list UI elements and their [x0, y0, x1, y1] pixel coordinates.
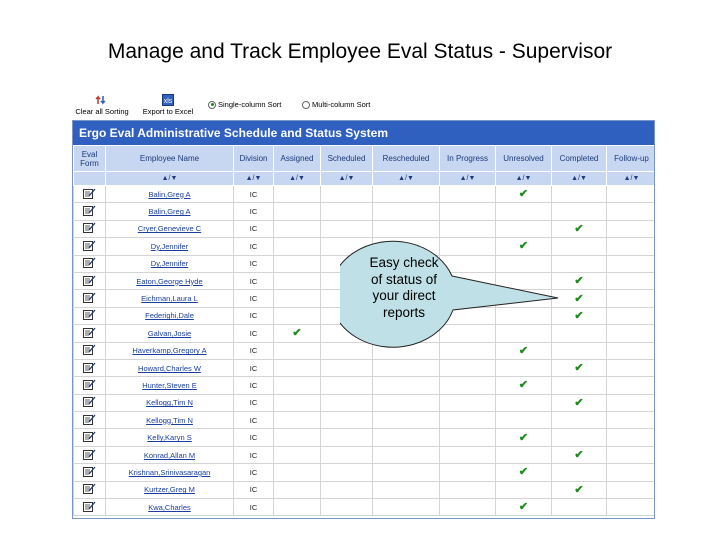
unresolved-cell	[496, 220, 552, 237]
eval-form-cell[interactable]	[74, 481, 106, 498]
edit-form-icon[interactable]	[83, 257, 96, 270]
division-cell: IC	[234, 186, 274, 203]
grid-toolbar	[72, 94, 492, 120]
table-row	[74, 394, 656, 411]
in-progress-cell	[440, 481, 496, 498]
division-cell: IC	[234, 255, 274, 272]
employee-name-link[interactable]: Eaton,George Hyde	[106, 272, 234, 289]
employee-name-link[interactable]: Cryer,Genevieve C	[106, 220, 234, 237]
table-row	[74, 464, 656, 481]
eval-form-cell[interactable]	[74, 186, 106, 203]
in-progress-cell	[440, 377, 496, 394]
scheduled-cell	[321, 186, 373, 203]
completed-cell	[552, 220, 607, 237]
unresolved-cell	[496, 499, 552, 516]
col-follow-up[interactable]: Follow-up	[607, 146, 656, 172]
grid-title: Ergo Eval Administrative Schedule and Status System	[73, 121, 654, 145]
follow-up-cell	[607, 446, 656, 463]
unresolved-cell	[496, 446, 552, 463]
table-row	[74, 481, 656, 498]
follow-up-cell	[607, 186, 656, 203]
unresolved-cell	[496, 394, 552, 411]
employee-name-link[interactable]: Kellogg,Tim N	[106, 412, 234, 429]
employee-name-link[interactable]: Kelly,Karyn S	[106, 429, 234, 446]
eval-form-cell[interactable]	[74, 255, 106, 272]
edit-form-icon[interactable]	[83, 222, 96, 235]
in-progress-cell	[440, 464, 496, 481]
scheduled-cell	[321, 220, 373, 237]
sort-assigned[interactable]: ▲/▼	[274, 172, 321, 186]
follow-up-cell	[607, 429, 656, 446]
in-progress-cell	[440, 412, 496, 429]
follow-up-cell	[607, 377, 656, 394]
rescheduled-cell	[373, 359, 440, 376]
employee-name-link[interactable]: Kurtzer,Greg M	[106, 481, 234, 498]
table-row	[74, 412, 656, 429]
completed-cell	[552, 481, 607, 498]
eval-form-cell[interactable]	[74, 203, 106, 220]
division-cell: IC	[234, 203, 274, 220]
col-division[interactable]: Division	[234, 146, 274, 172]
callout-line: of status of	[370, 271, 438, 287]
checkmark-icon: ✔	[518, 466, 529, 479]
employee-name-link[interactable]: Haverkamp,Gregory A	[106, 342, 234, 359]
edit-form-icon[interactable]	[83, 501, 96, 514]
sort-follow-up[interactable]: ▲/▼	[607, 172, 656, 186]
eval-form-cell[interactable]	[74, 499, 106, 516]
rescheduled-cell	[373, 464, 440, 481]
sort-scheduled[interactable]: ▲/▼	[321, 172, 373, 186]
col-completed[interactable]: Completed	[552, 146, 607, 172]
edit-form-icon[interactable]	[83, 275, 96, 288]
completed-cell	[552, 464, 607, 481]
sort-unresolved[interactable]: ▲/▼	[496, 172, 552, 186]
follow-up-cell	[607, 394, 656, 411]
col-employee-name[interactable]: Employee Name	[106, 146, 234, 172]
scheduled-cell	[321, 499, 373, 516]
scheduled-cell	[321, 359, 373, 376]
sort-completed[interactable]: ▲/▼	[552, 172, 607, 186]
eval-form-cell[interactable]	[74, 394, 106, 411]
edit-form-icon[interactable]	[83, 309, 96, 322]
edit-form-icon[interactable]	[83, 362, 96, 375]
checkmark-icon: ✔	[574, 449, 584, 462]
unresolved-cell	[496, 464, 552, 481]
assigned-cell	[274, 342, 321, 359]
eval-form-cell[interactable]	[74, 464, 106, 481]
scheduled-cell	[321, 446, 373, 463]
sort-in-progress[interactable]: ▲/▼	[440, 172, 496, 186]
follow-up-cell	[607, 290, 656, 307]
division-cell: IC	[234, 325, 274, 342]
assigned-cell	[274, 325, 321, 342]
callout-line: your direct	[372, 288, 436, 303]
assigned-cell	[274, 377, 321, 394]
assigned-cell	[274, 464, 321, 481]
eval-form-cell[interactable]	[74, 238, 106, 255]
assigned-cell	[274, 290, 321, 307]
employee-name-link[interactable]: Hunter,Steven E	[106, 377, 234, 394]
division-cell: IC	[234, 499, 274, 516]
employee-name-link[interactable]: Kwa,Charles	[106, 499, 234, 516]
assigned-cell	[274, 359, 321, 376]
division-cell: IC	[234, 446, 274, 463]
assigned-cell	[274, 220, 321, 237]
unresolved-cell	[496, 481, 552, 498]
follow-up-cell	[607, 238, 656, 255]
edit-form-icon[interactable]	[83, 379, 96, 392]
in-progress-cell	[440, 446, 496, 463]
scheduled-cell	[321, 377, 373, 394]
sort-rescheduled[interactable]: ▲/▼	[373, 172, 440, 186]
multi-sort-label: Multi-column Sort	[312, 100, 371, 109]
follow-up-cell	[607, 325, 656, 342]
callout-line: Easy check	[369, 255, 439, 270]
col-unresolved[interactable]: Unresolved	[496, 146, 552, 172]
division-cell: IC	[234, 220, 274, 237]
edit-form-icon[interactable]	[83, 449, 96, 462]
follow-up-cell	[607, 464, 656, 481]
single-column-sort-radio[interactable]	[208, 100, 281, 109]
assigned-cell	[274, 429, 321, 446]
completed-cell	[552, 377, 607, 394]
edit-form-icon[interactable]	[83, 431, 96, 444]
employee-name-link[interactable]: Kellogg,Tim N	[106, 394, 234, 411]
col-in-progress[interactable]: In Progress	[440, 146, 496, 172]
assigned-cell	[274, 499, 321, 516]
division-cell: IC	[234, 290, 274, 307]
follow-up-cell	[607, 272, 656, 289]
clear-sorting-button[interactable]	[72, 94, 132, 116]
table-row	[74, 359, 656, 376]
follow-up-cell	[607, 412, 656, 429]
follow-up-cell	[607, 220, 656, 237]
in-progress-cell	[440, 429, 496, 446]
scheduled-cell	[321, 429, 373, 446]
employee-name-link[interactable]: Balin,Greg A	[106, 203, 234, 220]
follow-up-cell	[607, 499, 656, 516]
in-progress-cell	[440, 359, 496, 376]
clear-sorting-label: Clear all Sorting	[75, 107, 129, 116]
radio-unselected-icon	[302, 101, 310, 109]
callout-line: reports	[382, 304, 426, 320]
division-cell: IC	[234, 272, 274, 289]
export-excel-label: Export to Excel	[142, 107, 194, 116]
division-cell: IC	[234, 464, 274, 481]
division-cell: IC	[234, 359, 274, 376]
rescheduled-cell	[373, 446, 440, 463]
eval-form-cell[interactable]	[74, 342, 106, 359]
rescheduled-cell	[373, 203, 440, 220]
eval-form-cell[interactable]	[74, 290, 106, 307]
completed-cell	[552, 499, 607, 516]
unresolved-cell	[496, 186, 552, 203]
in-progress-cell	[440, 499, 496, 516]
eval-form-cell[interactable]	[74, 446, 106, 463]
unresolved-cell	[496, 377, 552, 394]
col-rescheduled[interactable]: Rescheduled	[373, 146, 440, 172]
checkmark-icon: ✔	[574, 292, 584, 305]
table-row	[74, 186, 656, 203]
checkmark-icon: ✔	[292, 327, 302, 340]
completed-cell	[552, 429, 607, 446]
rescheduled-cell	[373, 186, 440, 203]
scheduled-cell	[321, 412, 373, 429]
table-row	[74, 429, 656, 446]
unresolved-cell	[496, 359, 552, 376]
edit-form-icon[interactable]	[83, 292, 96, 305]
table-row	[74, 499, 656, 516]
excel-icon	[162, 94, 174, 106]
division-cell: IC	[234, 412, 274, 429]
edit-form-icon[interactable]	[83, 344, 96, 357]
table-row	[74, 446, 656, 463]
sort-employee-name[interactable]: ▲/▼	[106, 172, 234, 186]
assigned-cell	[274, 307, 321, 324]
edit-form-icon[interactable]	[83, 414, 96, 427]
multi-column-sort-radio[interactable]	[302, 100, 370, 109]
employee-name-link[interactable]: Konrad,Allan M	[106, 446, 234, 463]
eval-form-cell[interactable]	[74, 325, 106, 342]
table-row	[74, 377, 656, 394]
rescheduled-cell	[373, 481, 440, 498]
follow-up-cell	[607, 307, 656, 324]
sort-division[interactable]: ▲/▼	[234, 172, 274, 186]
assigned-cell	[274, 394, 321, 411]
checkmark-icon: ✔	[574, 396, 584, 409]
clear-sort-icon	[95, 94, 109, 106]
division-cell: IC	[234, 377, 274, 394]
checkmark-icon: ✔	[518, 431, 529, 444]
single-sort-label: Single-column Sort	[218, 100, 282, 109]
division-cell: IC	[234, 394, 274, 411]
assigned-cell	[274, 446, 321, 463]
checkmark-icon: ✔	[518, 501, 529, 514]
rescheduled-cell	[373, 394, 440, 411]
eval-form-cell[interactable]	[74, 412, 106, 429]
scheduled-cell	[321, 464, 373, 481]
completed-cell	[552, 203, 607, 220]
sort-controls-row	[74, 172, 656, 186]
assigned-cell	[274, 255, 321, 272]
export-excel-button[interactable]	[138, 94, 198, 116]
rescheduled-cell	[373, 499, 440, 516]
assigned-cell	[274, 203, 321, 220]
column-header-row	[74, 146, 656, 172]
division-cell: IC	[234, 238, 274, 255]
table-row	[74, 220, 656, 237]
completed-cell	[552, 394, 607, 411]
slide-title: Manage and Track Employee Eval Status - Supervisor	[107, 40, 613, 63]
assigned-cell	[274, 272, 321, 289]
assigned-cell	[274, 238, 321, 255]
edit-form-icon[interactable]	[83, 483, 96, 496]
rescheduled-cell	[373, 377, 440, 394]
checkmark-icon: ✔	[518, 379, 529, 392]
scheduled-cell	[321, 394, 373, 411]
checkmark-icon: ✔	[518, 240, 529, 253]
follow-up-cell	[607, 342, 656, 359]
follow-up-cell	[607, 203, 656, 220]
employee-name-link[interactable]: Krishnan,Srinivasaragan	[106, 464, 234, 481]
follow-up-cell	[607, 359, 656, 376]
checkmark-icon: ✔	[574, 362, 584, 375]
rescheduled-cell	[373, 429, 440, 446]
completed-cell	[552, 186, 607, 203]
employee-name-link[interactable]: Eichman,Laura L	[106, 290, 234, 307]
in-progress-cell	[440, 220, 496, 237]
rescheduled-cell	[373, 220, 440, 237]
svg-text:xls: xls	[163, 98, 173, 105]
eval-form-cell[interactable]	[74, 220, 106, 237]
eval-form-cell[interactable]	[74, 307, 106, 324]
eval-form-cell[interactable]	[74, 272, 106, 289]
assigned-cell	[274, 186, 321, 203]
unresolved-cell	[496, 203, 552, 220]
division-cell: IC	[234, 342, 274, 359]
assigned-cell	[274, 412, 321, 429]
completed-cell	[552, 412, 607, 429]
sort-spacer	[74, 172, 106, 186]
in-progress-cell	[440, 394, 496, 411]
employee-name-link[interactable]: Howard,Charles W	[106, 359, 234, 376]
assigned-cell	[274, 481, 321, 498]
checkmark-icon: ✔	[574, 309, 584, 322]
eval-form-cell[interactable]	[74, 377, 106, 394]
employee-name-link[interactable]: Galvan,Josie	[106, 325, 234, 342]
edit-form-icon[interactable]	[83, 396, 96, 409]
scheduled-cell	[321, 481, 373, 498]
unresolved-cell	[496, 412, 552, 429]
checkmark-icon: ✔	[574, 222, 584, 235]
eval-form-cell[interactable]	[74, 359, 106, 376]
completed-cell	[552, 446, 607, 463]
edit-form-icon[interactable]	[83, 466, 96, 479]
follow-up-cell	[607, 481, 656, 498]
employee-name-link[interactable]: Dy,Jennifer	[106, 238, 234, 255]
division-cell: IC	[234, 481, 274, 498]
edit-form-icon[interactable]	[83, 205, 96, 218]
col-assigned[interactable]: Assigned	[274, 146, 321, 172]
checkmark-icon: ✔	[518, 344, 529, 357]
col-scheduled[interactable]: Scheduled	[321, 146, 373, 172]
employee-name-link[interactable]: Federighi,Dale	[106, 307, 234, 324]
rescheduled-cell	[373, 412, 440, 429]
checkmark-icon: ✔	[574, 483, 584, 496]
callout-text	[344, 255, 464, 321]
col-eval-form[interactable]: Eval Form	[74, 146, 106, 172]
edit-form-icon[interactable]	[83, 188, 96, 201]
scheduled-cell	[321, 203, 373, 220]
table-row	[74, 203, 656, 220]
eval-form-cell[interactable]	[74, 429, 106, 446]
follow-up-cell	[607, 255, 656, 272]
radio-selected-icon	[208, 101, 216, 109]
edit-form-icon[interactable]	[83, 327, 96, 340]
in-progress-cell	[440, 203, 496, 220]
unresolved-cell	[496, 429, 552, 446]
checkmark-icon: ✔	[574, 275, 584, 288]
checkmark-icon: ✔	[518, 188, 529, 201]
employee-name-link[interactable]: Dy,Jennifer	[106, 255, 234, 272]
edit-form-icon[interactable]	[83, 240, 96, 253]
employee-name-link[interactable]: Balin,Greg A	[106, 186, 234, 203]
division-cell: IC	[234, 307, 274, 324]
completed-cell	[552, 359, 607, 376]
in-progress-cell	[440, 186, 496, 203]
division-cell: IC	[234, 429, 274, 446]
